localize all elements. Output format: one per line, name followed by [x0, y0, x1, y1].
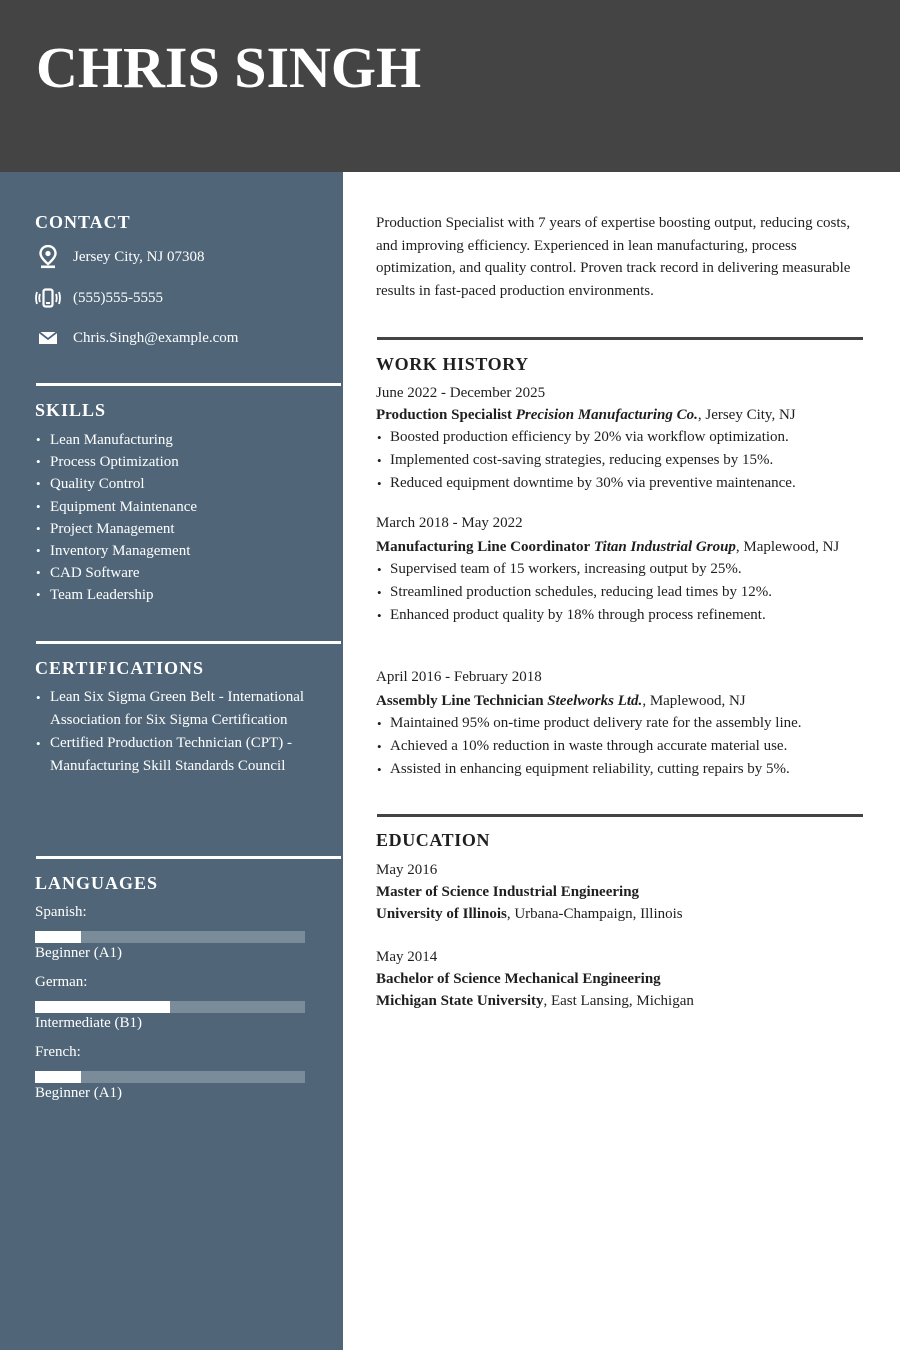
job-bullets: [376, 426, 862, 495]
job-entry: [376, 666, 862, 781]
work-history-title: WORK HISTORY: [376, 354, 529, 374]
phone-icon: [35, 285, 61, 311]
education-entry: [376, 946, 862, 1012]
job-entry: [376, 382, 862, 495]
education-title: EDUCATION: [376, 830, 491, 850]
job-heading: [376, 690, 862, 712]
skill-item: • Team Leadership: [35, 584, 325, 606]
skill-item: • Inventory Management: [35, 540, 325, 562]
job-entry: [376, 512, 862, 627]
job-location: , Maplewood, NJ: [735, 539, 840, 555]
contact-address: [35, 244, 205, 270]
job-dates: April 2016 - February 2018: [376, 669, 542, 685]
education-school: University of Illinois: [376, 906, 507, 922]
section-divider: [377, 337, 863, 340]
proficiency-fill: [35, 1071, 81, 1083]
envelope-icon: [35, 325, 61, 351]
skill-item: • CAD Software: [35, 562, 325, 584]
professional-summary: Production Specialist with 7 years of expertise boosting output, reducing costs, and improving efficiency. Experienced in lean manufacturing, process optimization, and quality control. Proven track record in delivering measurable results in fast-paced production environments.: [376, 215, 851, 299]
sidebar-divider: [36, 641, 341, 644]
job-bullet: • Boosted production efficiency by 20% via workflow optimization.: [376, 426, 862, 449]
job-bullet: • Supervised team of 15 workers, increasing output by 25%.: [376, 558, 862, 581]
certification-item: • Lean Six Sigma Green Belt - International Association for Six Sigma Certification: [35, 686, 310, 732]
resume-header: [0, 0, 900, 172]
job-heading: [376, 536, 862, 558]
job-role: Manufacturing Line Coordinator: [376, 539, 591, 555]
job-role: Assembly Line Technician: [376, 693, 544, 709]
job-bullet: • Reduced equipment downtime by 30% via preventive maintenance.: [376, 472, 862, 495]
job-company: Steelworks Ltd.: [547, 693, 643, 709]
job-bullet: • Enhanced product quality by 18% through process refinement.: [376, 604, 862, 627]
job-bullet: • Streamlined production schedules, reducing lead times by 12%.: [376, 581, 862, 604]
job-company: Titan Industrial Group: [593, 539, 736, 555]
language-name: German:: [35, 974, 88, 990]
location-pin-icon: [35, 244, 61, 270]
address-text: Jersey City, NJ 07308: [73, 248, 205, 265]
section-divider: [377, 814, 863, 817]
contact-email: [35, 325, 238, 351]
language-spanish: [35, 902, 305, 963]
job-bullet: • Achieved a 10% reduction in waste through accurate material use.: [376, 735, 862, 758]
languages-title: LANGUAGES: [35, 873, 159, 893]
certifications-list: [35, 686, 310, 778]
skill-item: • Quality Control: [35, 473, 325, 495]
proficiency-bar: [35, 1001, 305, 1013]
language-german: [35, 972, 305, 1033]
proficiency-bar: [35, 1071, 305, 1083]
skill-item: • Equipment Maintenance: [35, 496, 325, 518]
sidebar-divider: [36, 383, 341, 386]
proficiency-fill: [35, 931, 81, 943]
education-school: Michigan State University: [376, 993, 544, 1009]
skills-list: [35, 429, 325, 607]
education-date: May 2014: [376, 949, 438, 965]
skill-item: • Lean Manufacturing: [35, 429, 325, 451]
certification-item: • Certified Production Technician (CPT) - Manufacturing Skill Standards Council: [35, 732, 310, 778]
job-dates: March 2018 - May 2022: [376, 515, 523, 531]
skill-item: • Process Optimization: [35, 451, 325, 473]
job-dates: June 2022 - December 2025: [376, 385, 546, 401]
education-location: , East Lansing, Michigan: [543, 993, 694, 1009]
job-location: , Jersey City, NJ: [697, 407, 796, 423]
job-company: Precision Manufacturing Co.: [515, 407, 698, 423]
education-location: , Urbana-Champaign, Illinois: [506, 906, 683, 922]
skills-title: SKILLS: [35, 400, 107, 420]
job-bullet: • Implemented cost-saving strategies, reducing expenses by 15%.: [376, 449, 862, 472]
job-location: , Maplewood, NJ: [642, 693, 746, 709]
proficiency-fill: [35, 1001, 170, 1013]
language-level: Beginner (A1): [35, 1085, 123, 1101]
education-degree: Bachelor of Science Mechanical Engineering: [376, 971, 661, 987]
job-bullets: [376, 712, 862, 781]
job-heading: [376, 404, 862, 426]
job-role: Production Specialist: [376, 407, 512, 423]
skill-item: • Project Management: [35, 518, 325, 540]
language-name: Spanish:: [35, 904, 87, 920]
email-link[interactable]: Chris.Singh@example.com: [73, 329, 239, 346]
job-bullet: • Maintained 95% on-time product delivery rate for the assembly line.: [376, 712, 862, 735]
candidate-name: CHRIS SINGH: [36, 35, 422, 100]
education-date: May 2016: [376, 862, 438, 878]
contact-title: CONTACT: [35, 212, 131, 232]
language-french: [35, 1042, 305, 1103]
sidebar-divider: [36, 856, 341, 859]
certifications-title: CERTIFICATIONS: [35, 658, 205, 678]
proficiency-bar: [35, 931, 305, 943]
education-degree: Master of Science Industrial Engineering: [376, 884, 640, 900]
phone-text: (555)555-5555: [73, 289, 163, 306]
education-entry: [376, 859, 862, 925]
job-bullets: [376, 558, 862, 627]
contact-phone: [35, 285, 163, 311]
job-bullet: • Assisted in enhancing equipment reliability, cutting repairs by 5%.: [376, 758, 862, 781]
language-level: Beginner (A1): [35, 945, 123, 961]
language-name: French:: [35, 1044, 81, 1060]
language-level: Intermediate (B1): [35, 1015, 143, 1031]
